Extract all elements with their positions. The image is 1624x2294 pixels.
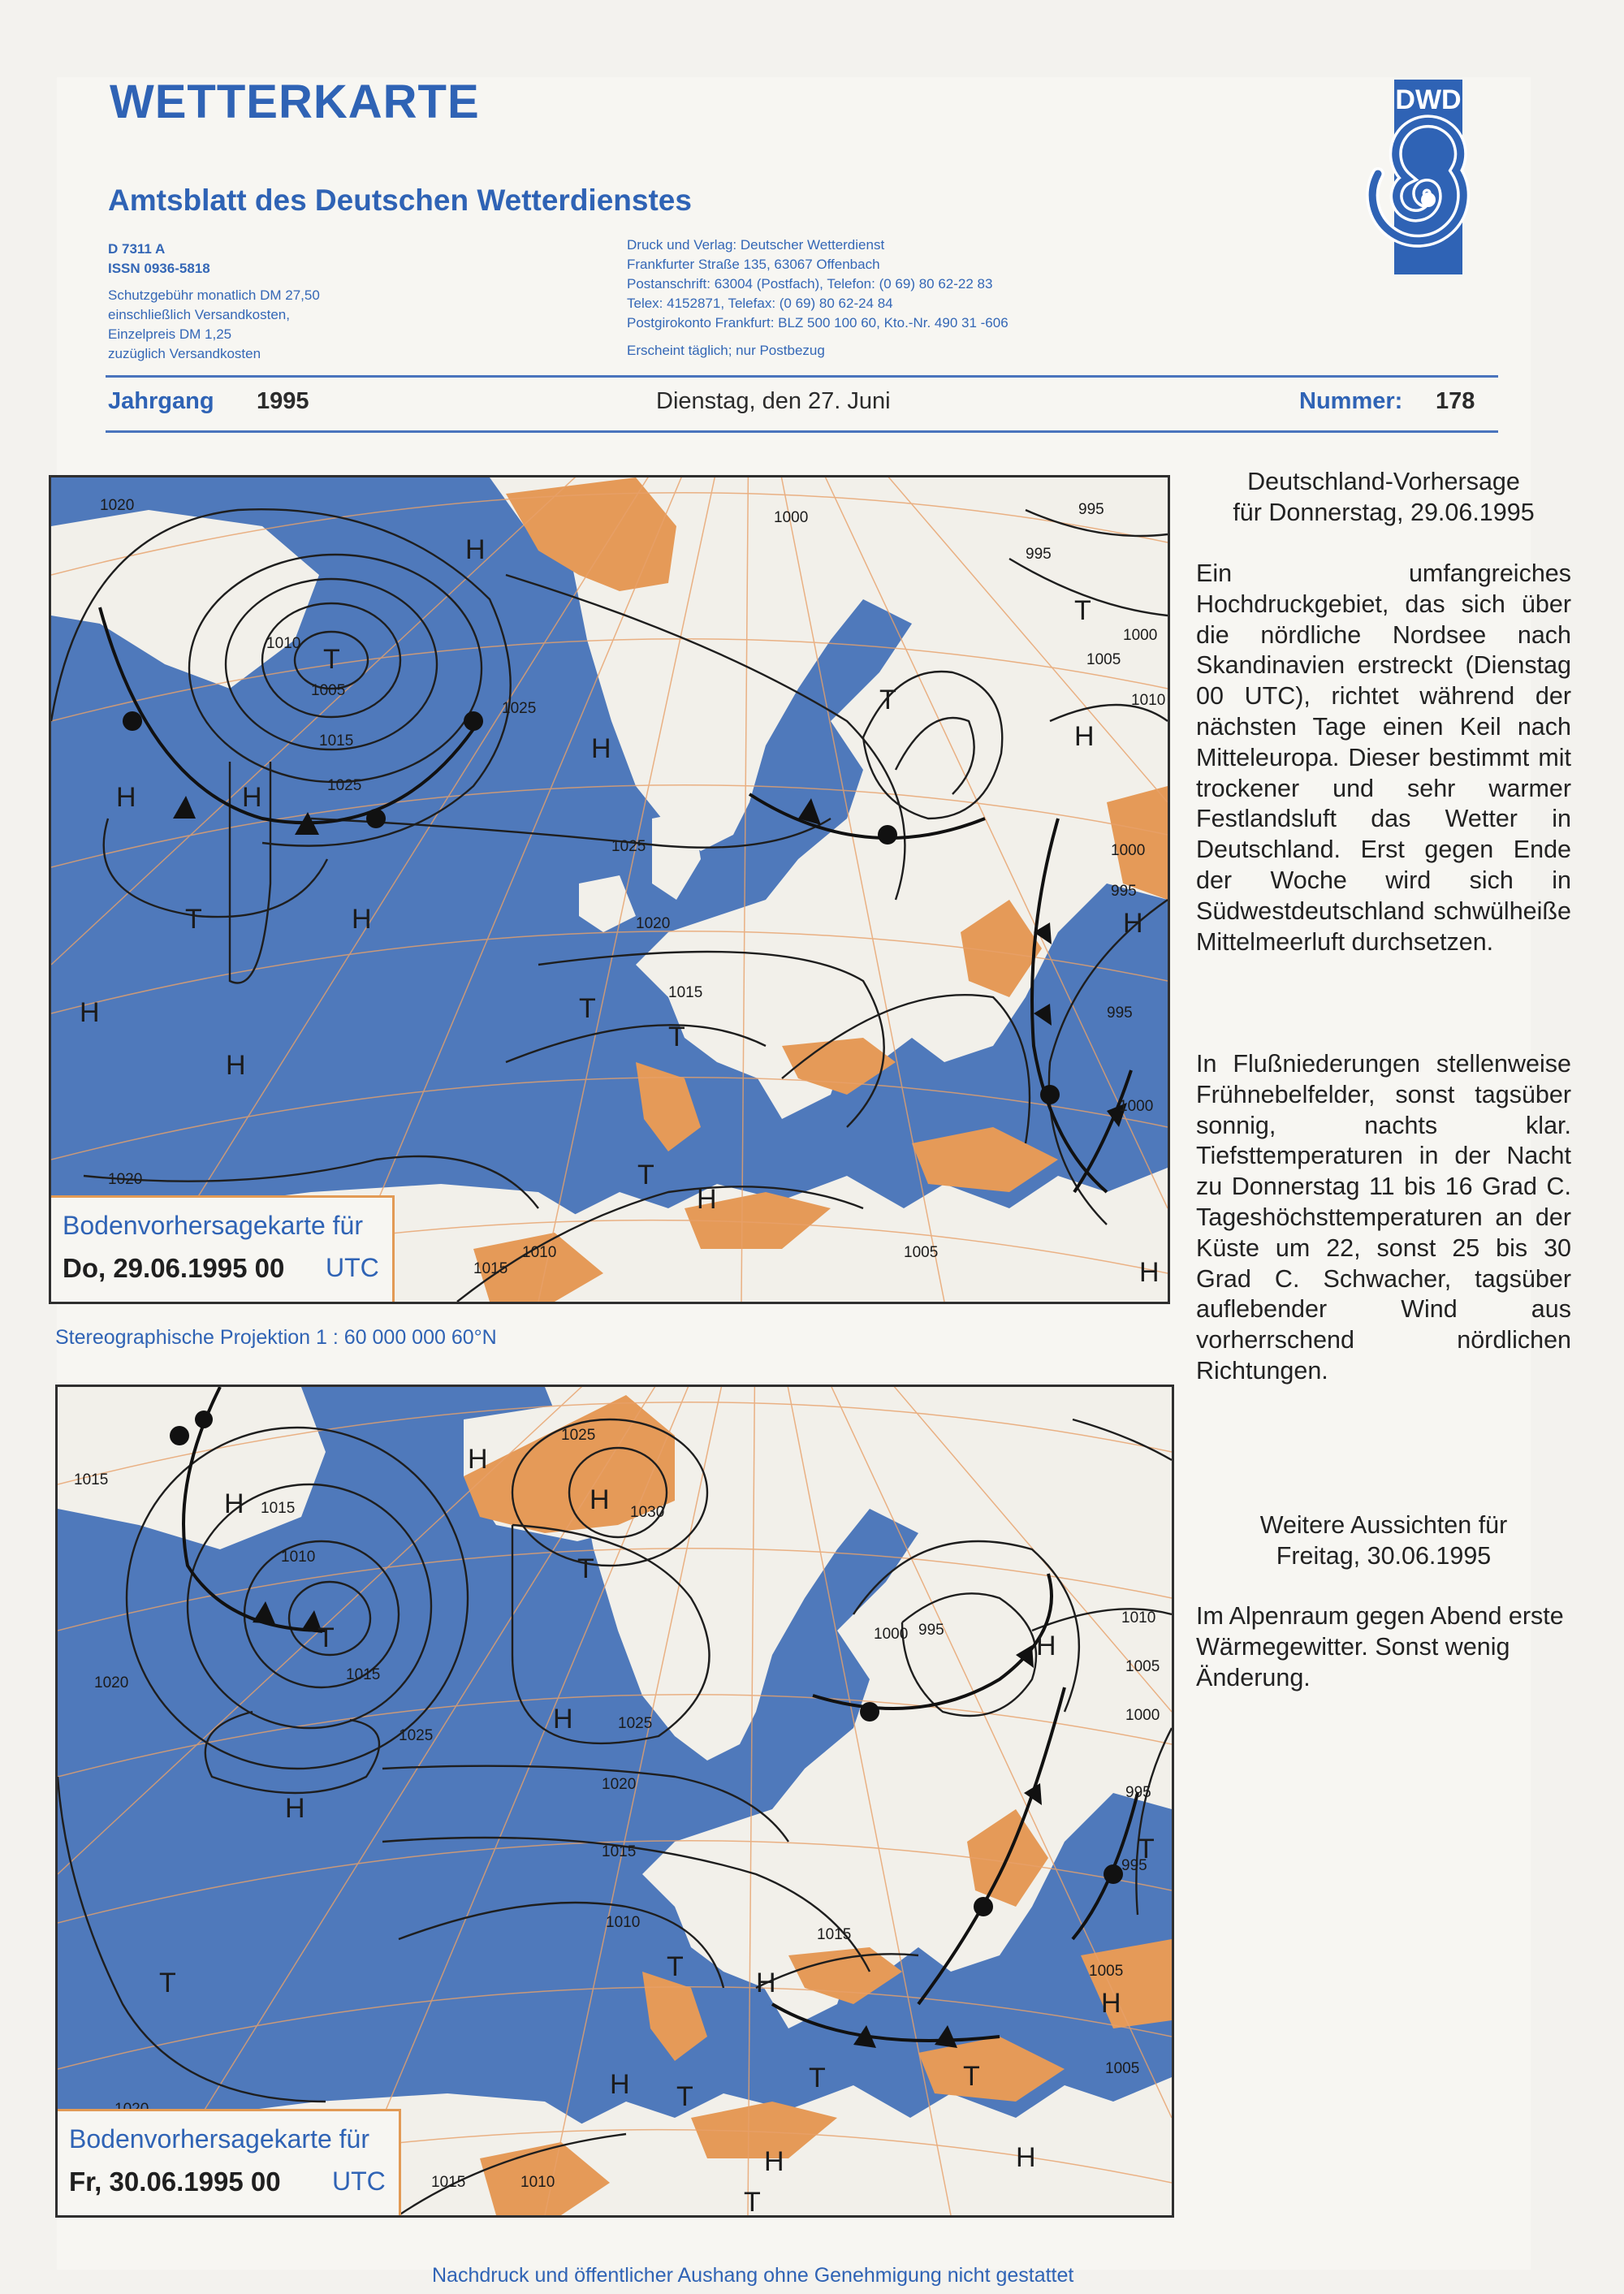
pressure-center: H xyxy=(80,997,100,1028)
forecast-map-friday xyxy=(55,1385,1174,2218)
isobar-label: 1005 xyxy=(1105,2060,1140,2077)
pressure-center: H xyxy=(226,1050,246,1081)
isobar-label: 1025 xyxy=(399,1727,434,1744)
pressure-center: T xyxy=(676,2081,693,2112)
isobar-label: 1010 xyxy=(520,2174,555,2191)
map-caption-utc: UTC xyxy=(332,2167,386,2196)
pressure-center: T xyxy=(159,1968,176,1998)
pressure-center: T xyxy=(579,993,596,1024)
isobar-label: 1015 xyxy=(261,1500,296,1517)
outlook-paragraph: Im Alpenraum gegen Abend erste Wärmegewitter. Sonst wenig Änderung. xyxy=(1196,1602,1564,1691)
pressure-center: H xyxy=(610,2069,630,2100)
isobar-label: 1015 xyxy=(817,1926,852,1943)
pressure-center: T xyxy=(667,1951,684,1982)
nummer-value: 178 xyxy=(1436,388,1475,414)
isobar-label: 1025 xyxy=(611,838,646,855)
isobar-label: 1015 xyxy=(473,1260,508,1277)
map-caption-date: Fr, 30.06.1995 00 xyxy=(69,2167,281,2197)
isobar-label: 1000 xyxy=(1123,627,1158,644)
issue-row xyxy=(108,388,1497,424)
isobar-label: 1020 xyxy=(602,1776,637,1793)
isobar-label: 1010 xyxy=(1121,1609,1156,1627)
pressure-center: H xyxy=(1074,721,1095,752)
isobar-label: 995 xyxy=(1107,1004,1133,1022)
outlook-heading-line: Freitag, 30.06.1995 xyxy=(1276,1541,1492,1570)
header-rule xyxy=(106,375,1498,378)
map-caption-title: Bodenvorhersagekarte für xyxy=(69,2124,369,2154)
reprint-notice: Nachdruck und öffentlicher Aushang ohne Genehmigung nicht gestattet xyxy=(432,2264,1074,2287)
map-canvas xyxy=(51,477,1168,1302)
outlook-heading-line: Weitere Aussichten für xyxy=(1259,1511,1508,1539)
forecast-heading-line: Deutschland-Vorhersage xyxy=(1247,468,1520,495)
pressure-center: H xyxy=(1036,1631,1056,1661)
pressure-center: H xyxy=(468,1444,488,1475)
map-canvas xyxy=(58,1387,1172,2215)
pressure-center: H xyxy=(756,1968,776,1998)
pressure-center: H xyxy=(242,782,262,813)
pressure-center: H xyxy=(553,1704,573,1735)
isobar-label: 1020 xyxy=(94,1674,129,1691)
pressure-center: T xyxy=(185,904,202,935)
publication-codes xyxy=(108,240,210,279)
isobar-label: 1015 xyxy=(431,2174,466,2191)
isobar-label: 1025 xyxy=(502,700,537,717)
pressure-center: H xyxy=(1016,2142,1036,2173)
isobar-label: 1015 xyxy=(74,1471,109,1488)
isobar-label: 1005 xyxy=(1125,1658,1160,1675)
publisher-line: Postgirokonto Frankfurt: BLZ 500 100 60, Kto.-Nr. 490 31 -606 xyxy=(627,315,1009,330)
pressure-center: H xyxy=(1123,908,1143,939)
isobar-label: 1015 xyxy=(602,1843,637,1860)
isobar-label: 1015 xyxy=(346,1666,381,1683)
pressure-center: H xyxy=(591,733,611,764)
forecast-paragraph: Ein umfangreiches Hochdruckgebiet, das sich über die nördliche Nordsee nach Skandinavien erstreckt (Dienstag 00 UTC), richtet während der nächsten Tage einen Keil nach Mitteleuropa. Dieser bestimmt mit trockener und sehr warmer Festlandsluft das Wetter in Deutschland. Erst gegen Ende der Woche wird sich in Südwestdeutschland schwülheiße Mittelmeerluft durchsetzen. xyxy=(1196,559,1571,956)
publisher-line: Druck und Verlag: Deutscher Wetterdienst xyxy=(627,237,885,253)
pressure-center: H xyxy=(224,1488,244,1519)
isobar-label: 1010 xyxy=(1131,692,1166,709)
isobar-label: 1020 xyxy=(636,915,671,932)
forecast-map-thursday xyxy=(49,475,1170,1304)
pressure-center: H xyxy=(465,534,486,565)
isobar-label: 1020 xyxy=(108,1171,143,1188)
pressure-center: H xyxy=(352,904,372,935)
isobar-label: 1000 xyxy=(774,509,809,526)
isobar-label: 1015 xyxy=(668,984,703,1001)
publisher-line: Telex: 4152871, Telefax: (0 69) 80 62-24 84 xyxy=(627,296,893,311)
isobar-label: 1005 xyxy=(1089,1963,1124,1980)
isobar-label: 1015 xyxy=(319,732,354,750)
appears-line: Erscheint täglich; nur Postbezug xyxy=(627,343,825,358)
pressure-center: T xyxy=(668,1022,685,1052)
forecast-paragraph: In Flußniederungen stellenweise Frühnebelfelder, sonst tagsüber sonnig, nachts klar. Tiefsttemperaturen in der Nacht zu Donnerstag 11 bis 16 Grad C. Tageshöchsttemperaturen an der Küste um 22, sonst 25 bis 30 Grad C. Schwacher, tagsüber auflebender Wind aus vorherrschend nördlichen Richtungen. xyxy=(1196,1050,1571,1385)
publisher-block xyxy=(627,235,1009,361)
header-rule xyxy=(106,430,1498,433)
fee-line: Einzelpreis DM 1,25 xyxy=(108,326,232,342)
isobar-label: 995 xyxy=(1121,1857,1147,1874)
pressure-center: H xyxy=(1139,1257,1160,1288)
pressure-center: T xyxy=(317,1622,335,1653)
pressure-center: T xyxy=(963,2061,980,2092)
pressure-center: T xyxy=(879,685,896,715)
isobar-label: 1005 xyxy=(904,1244,939,1261)
isobar-label: 1005 xyxy=(311,682,346,699)
isobar-label: 1010 xyxy=(281,1549,316,1566)
isobar-label: 1025 xyxy=(561,1427,596,1444)
isobar-label: 995 xyxy=(1026,546,1052,563)
isobar-label: 1000 xyxy=(1125,1707,1160,1724)
pressure-center: T xyxy=(744,2187,761,2215)
issue-date: Dienstag, den 27. Juni xyxy=(656,388,891,414)
code-line: D 7311 A xyxy=(108,241,166,257)
isobar-label: 1010 xyxy=(266,635,301,652)
fee-line: zuzüglich Versandkosten xyxy=(108,346,261,361)
publisher-line: Frankfurter Straße 135, 63067 Offenbach xyxy=(627,257,880,272)
pressure-center: H xyxy=(1101,1988,1121,2019)
isobar-label: 1025 xyxy=(327,777,362,794)
pressure-center: T xyxy=(323,644,340,675)
isobar-label: 995 xyxy=(1078,501,1104,518)
isobar-label: 995 xyxy=(1125,1784,1151,1801)
pressure-center: T xyxy=(1138,1834,1155,1864)
map-caption-title: Bodenvorhersagekarte für xyxy=(63,1211,363,1240)
publisher-line: Postanschrift: 63004 (Postfach), Telefon: (0 69) 80 62-22 83 xyxy=(627,276,993,292)
isobar-label: 1020 xyxy=(100,497,135,514)
pressure-center: T xyxy=(577,1553,594,1584)
isobar-label: 1025 xyxy=(618,1715,653,1732)
pressure-center: H xyxy=(116,782,136,813)
fee-line: einschließlich Versandkosten, xyxy=(108,307,290,322)
isobar-label: 1000 xyxy=(874,1626,909,1643)
jahrgang-value: 1995 xyxy=(257,388,309,414)
isobar-label: 995 xyxy=(918,1622,944,1639)
isobar-label: 1010 xyxy=(522,1244,557,1261)
map-caption-date: Do, 29.06.1995 00 xyxy=(63,1253,285,1283)
pressure-center: T xyxy=(637,1160,654,1190)
jahrgang-label: Jahrgang xyxy=(108,388,214,414)
pressure-center: T xyxy=(809,2063,826,2093)
page-subtitle: Amtsblatt des Deutschen Wetterdienstes xyxy=(108,184,692,217)
isobar-label: 1000 xyxy=(1111,842,1146,859)
pressure-center: H xyxy=(285,1793,305,1824)
map-caption xyxy=(51,1195,395,1302)
outlook-heading xyxy=(1196,1510,1571,1572)
dwd-logo-icon xyxy=(1336,80,1498,274)
pressure-center: H xyxy=(697,1184,717,1215)
map-caption xyxy=(58,2109,401,2215)
fee-block xyxy=(108,286,320,364)
isobar-label: 1005 xyxy=(1086,651,1121,668)
fee-line: Schutzgebühr monatlich DM 27,50 xyxy=(108,287,320,303)
nummer-label: Nummer: xyxy=(1299,388,1403,414)
code-line: ISSN 0936-5818 xyxy=(108,261,210,276)
pressure-center: H xyxy=(764,2146,784,2177)
isobar-label: 1010 xyxy=(606,1914,641,1931)
forecast-heading xyxy=(1196,467,1571,529)
forecast-heading-line: für Donnerstag, 29.06.1995 xyxy=(1233,498,1535,526)
isobar-label: 995 xyxy=(1111,883,1137,900)
map-caption-utc: UTC xyxy=(326,1253,379,1282)
pressure-center: T xyxy=(1074,595,1091,626)
projection-note: Stereographische Projektion 1 : 60 000 000 60°N xyxy=(55,1326,497,1349)
pressure-center: H xyxy=(590,1484,610,1515)
page-title: WETTERKARTE xyxy=(110,76,480,128)
logo-text: DWD xyxy=(1395,84,1462,115)
isobar-label: 1030 xyxy=(630,1504,665,1521)
isobar-label: 1000 xyxy=(1119,1098,1154,1115)
